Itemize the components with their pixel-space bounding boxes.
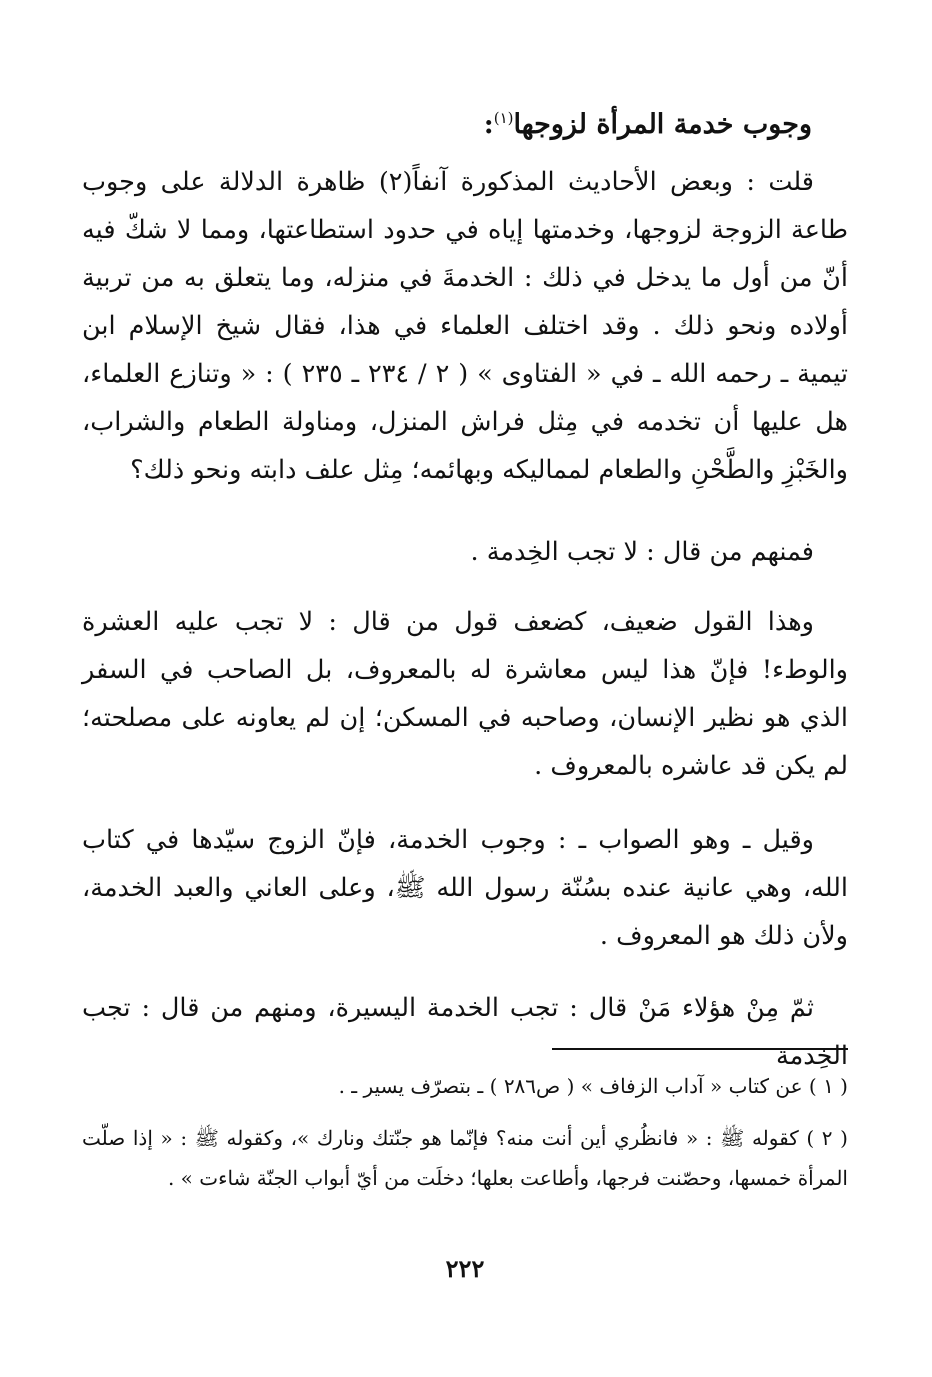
heading-suffix: :	[483, 109, 494, 140]
paragraph-3: وهذا القول ضعيف، كضعف قول من قال : لا تجب عليه العشرة والوطء! فإنّ هذا ليس معاشرة له بالمعروف، بل الصاحب في السفر الذي هو نظير الإنسان، وصاحبه في المسكن؛ إن لم يعاونه على مصلحته؛ لم يكن قد عاشره بالمعروف .	[82, 607, 848, 781]
paragraph-1: قلت : وبعض الأحاديث المذكورة آنفاً(٢) ظاهرة الدلالة على وجوب طاعة الزوجة لزوجها، وخدمتها إياه في حدود استطاعتها، ومما لا شكّ فيه أنّ من أول ما يدخل في ذلك : الخدمةَ في منزله، وما يتعلق به من تربية أولاده ونحو ذلك . وقد اختلف العلماء في هذا، فقال شيخ الإسلام ابن تيمية ـ رحمه الله ـ في « الفتاوى » ( ٢ / ٢٣٤ ـ ٢٣٥ ) : « وتنازع العلماء، هل عليها أن تخدمه في مِثل فراش المنزل، ومناولة الطعام والشراب، والخَبْزِ والطَّحْنِ والطعام لمماليكه وبهائمه؛ مِثل علف دابته ونحو ذلك؟	[82, 167, 848, 485]
paragraph-5: ثمّ مِنْ هؤلاء مَنْ قال : تجب الخدمة اليسيرة، ومنهم من قال : تجب الخِدمة	[82, 993, 848, 1071]
document-page	[82, 88, 848, 1308]
heading-title: وجوب خدمة المرأة لزوجها	[513, 109, 812, 140]
footnote-2: ( ٢ ) كقوله ﷺ : « فانظُري أين أنت منه؟ فإنّما هو جنّتك ونارك »، وكقوله ﷺ : « إذا صلّت المرأة خمسها، وحصّنت فرجها، وأطاعت بعلها؛ دخلَت من أيّ أبواب الجنّة شاءت » .	[82, 1126, 848, 1190]
footnote-divider	[552, 1048, 848, 1050]
heading-footnote-ref: (١)	[493, 109, 514, 127]
footnote-1: ( ١ ) عن كتاب « آداب الزفاف » ( ص٢٨٦ ) ـ بتصرّف يسير ـ .	[338, 1074, 848, 1098]
page-number: ٢٢٢	[445, 1254, 485, 1283]
section-heading	[484, 98, 812, 145]
paragraph-4: وقيل ـ وهو الصواب ـ : وجوب الخدمة، فإنّ الزوج سيّدها في كتاب الله، وهي عانية عنده بسُنّة رسول الله ﷺ، وعلى العاني والعبد الخدمة، ولأن ذلك هو المعروف .	[82, 825, 848, 951]
paragraph-2: فمنهم من قال : لا تجب الخِدمة .	[470, 537, 814, 567]
